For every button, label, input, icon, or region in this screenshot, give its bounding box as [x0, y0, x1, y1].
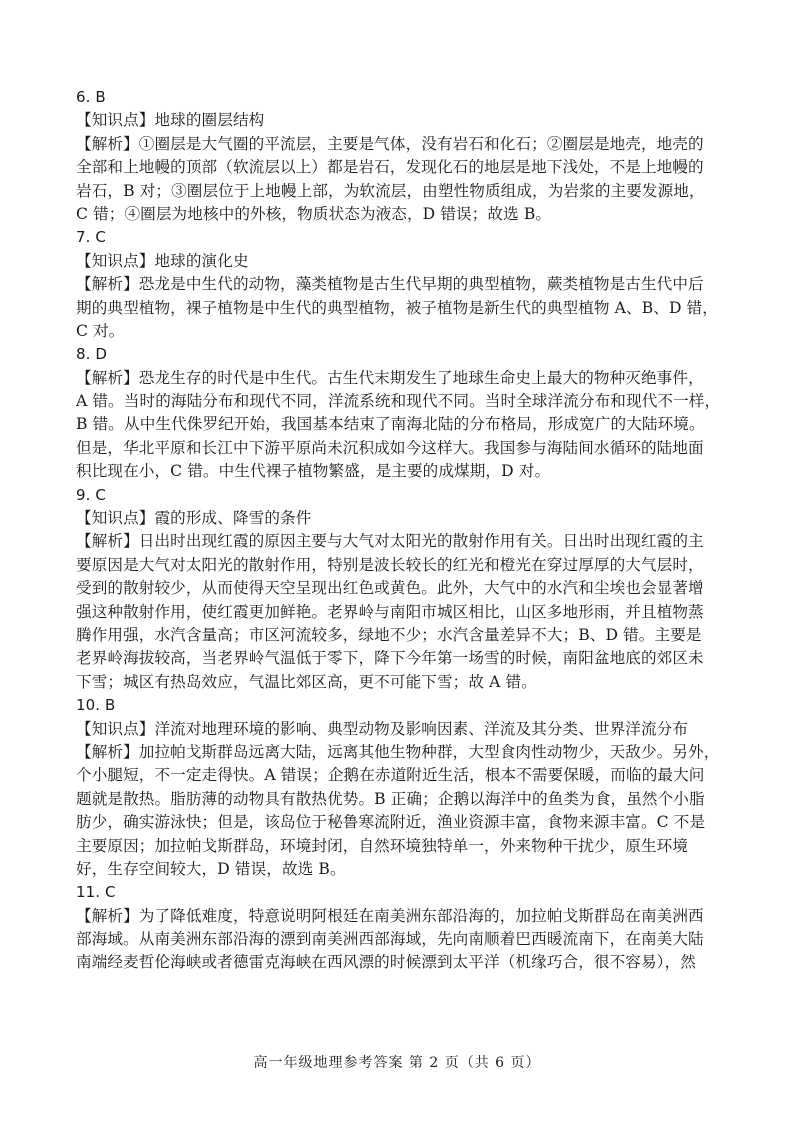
analysis-line: 下雪；城区有热岛效应，气温比郊区高，更不可能下雪；故 A 错。 [76, 672, 537, 691]
analysis-line: 【解析】恐龙是中生代的动物，藻类植物是古生代早期的典型植物，蕨类植物是古生代中后 [76, 275, 704, 294]
question-9-answer: 9. C [76, 485, 106, 504]
analysis-line: 【解析】日出时出现红霞的原因主要与大气对太阳光的散射作用有关。日出时出现红霞的主 [76, 532, 704, 551]
analysis-line: A 错。当时的海陆分布和现代不同，洋流系统和现代不同。当时全球洋流分布和现代不一样， [76, 392, 721, 411]
analysis-line: C 错；④圈层为地核中的外核，物质状态为液态，D 错误；故选 B。 [76, 204, 552, 223]
question-6-answer: 6. B [76, 88, 106, 106]
analysis-line: 个小腿短，不一定走得快。A 错误；企鹅在赤道附近生活，根本不需要保暖，而临的最大问 [76, 766, 705, 785]
knowledge-point: 【知识点】地球的圈层结构 [76, 111, 265, 130]
analysis-line: 好，生存空间较大，D 错误，故选 B。 [76, 859, 346, 878]
knowledge-point: 【知识点】霞的形成、降雪的条件 [76, 509, 312, 528]
analysis-line: 但是，华北平原和长江中下游平原尚未沉积成如今这样大。我国参与海陆间水循环的陆地面 [76, 438, 704, 457]
analysis-line: 老界岭海拔较高，当老界岭气温低于零下，降下今年第一场雪的时候，南阳盆地底的郊区未 [76, 649, 704, 668]
knowledge-point: 【知识点】洋流对地理环境的影响、典型动物及影响因素、洋流及其分类、世界洋流分布 [76, 719, 689, 738]
question-10-answer: 10. B [76, 696, 116, 715]
analysis-line: 【解析】恐龙生存的时代是中生代。古生代末期发生了地球生命史上最大的物种灭绝事件， [76, 368, 704, 387]
analysis-line: C 对。 [76, 321, 125, 340]
analysis-line: 期的典型植物，裸子植物是中生代的典型植物，被子植物是新生代的典型植物 A、B、D 错， [76, 298, 718, 317]
analysis-line: 【解析】①圈层是大气圈的平流层，主要是气体，没有岩石和化石；②圈层是地壳，地壳的 [76, 134, 704, 153]
analysis-line: 积比现在小，C 错。中生代裸子植物繁盛，是主要的成煤期，D 对。 [76, 462, 551, 481]
question-11-answer: 11. C [76, 883, 116, 902]
answer-body [76, 86, 730, 975]
analysis-line: 全部和上地幔的顶部（软流层以上）都是岩石，发现化石的地层是地下浅处，不是上地幔的 [76, 158, 704, 177]
question-7-answer: 7. C [76, 228, 106, 247]
analysis-line: 部海域。从南美洲东部沿海的漂到南美洲西部海域，先向南顺着巴西暖流南下，在南美大陆 [76, 930, 704, 949]
analysis-line: 肪少，确实游泳快；但是，该岛位于秘鲁寒流附近，渔业资源丰富，食物来源丰富。C 不是 [76, 813, 706, 832]
analysis-line: 【解析】为了降低难度，特意说明阿根廷在南美洲东部沿海的，加拉帕戈斯群岛在南美洲西 [76, 906, 704, 925]
analysis-line: B 错。从中生代侏罗纪开始，我国基本结束了南海北陆的分布格局，形成宽广的大陆环境。 [76, 415, 705, 434]
analysis-line: 南端经麦哲伦海峡或者德雷克海峡在西风漂的时候漂到太平洋（机缘巧合，很不容易），然 [76, 953, 696, 972]
analysis-line: 题就是散热。脂肪薄的动物具有散热优势。B 正确；企鹅以海洋中的鱼类为食，虽然个小脂 [76, 789, 705, 808]
analysis-line: 主要原因；加拉帕戈斯群岛，环境封闭，自然环境独特单一，外来物种干扰少，原生环境 [76, 836, 689, 855]
analysis-line: 强这种散射作用，使红霞更加鲜艳。老界岭与南阳市城区相比，山区多地形雨，并且植物蒸 [76, 602, 704, 621]
analysis-line: 【解析】加拉帕戈斯群岛远离大陆，远离其他生物种群，大型食肉性动物少，天敌少。另外， [76, 742, 720, 761]
knowledge-point: 【知识点】地球的演化史 [76, 251, 249, 270]
analysis-line: 腾作用强，水汽含量高；市区河流较多，绿地不少；水汽含量差异不大；B、D 错。主要是 [76, 625, 702, 644]
analysis-line: 岩石，B 对；③圈层位于上地幔上部，为软流层，由塑性物质组成，为岩浆的主要发源地， [76, 181, 705, 200]
analysis-line: 要原因是大气对太阳光的散射作用，特别是波长较长的红光和橙光在穿过厚厚的大气层时， [76, 555, 704, 574]
analysis-line: 受到的散射较少，从而使得天空呈现出红色或黄色。此外，大气中的水汽和尘埃也会显著增 [76, 579, 704, 598]
question-8-answer: 8. D [76, 345, 108, 364]
page-footer: 高一年级地理参考答案 第 2 页（共 6 页） [253, 1055, 541, 1071]
